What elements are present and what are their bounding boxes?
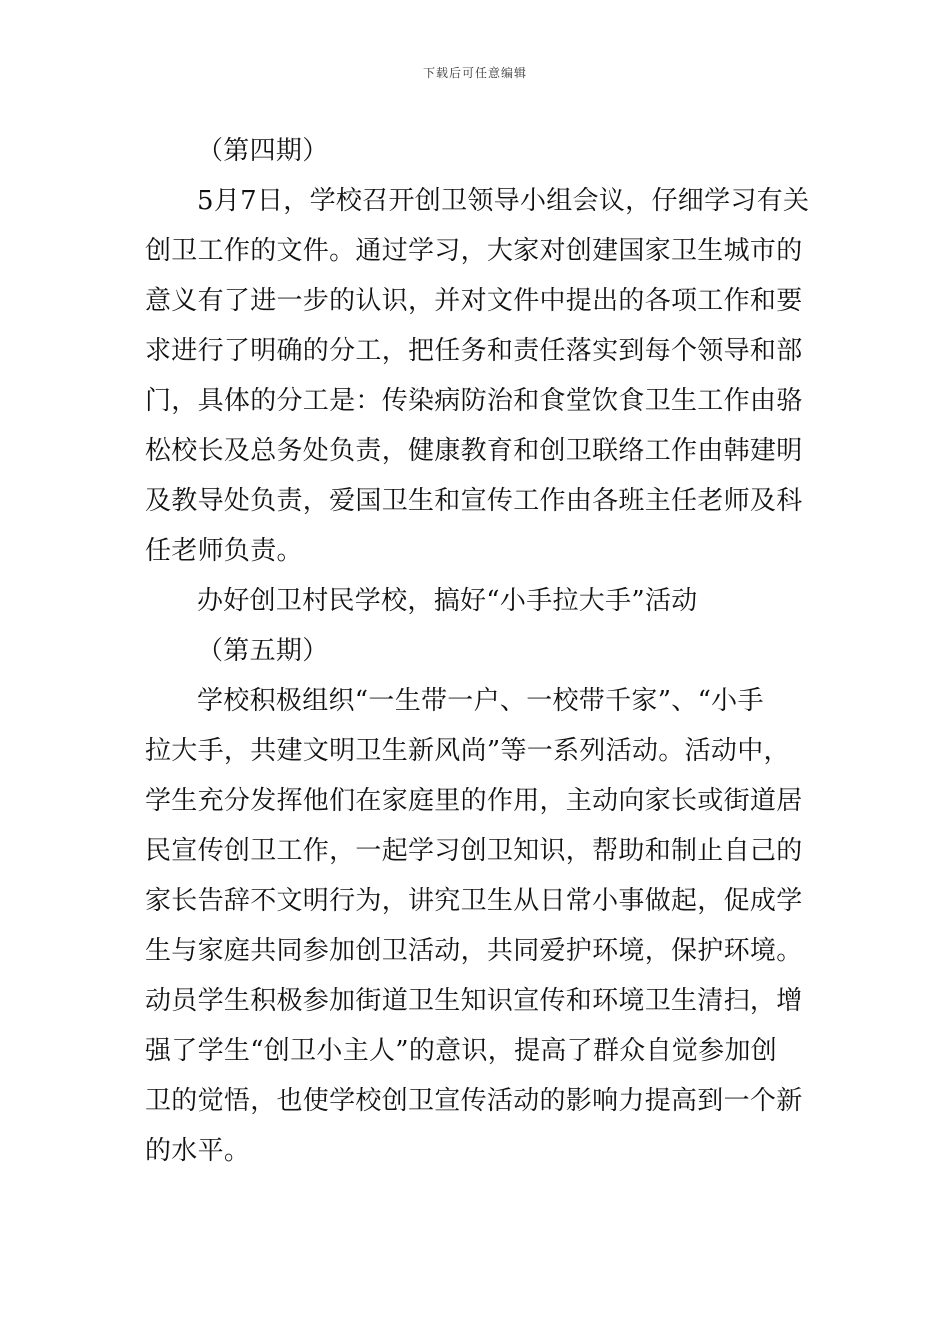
- period-heading-4: （第四期）: [197, 136, 329, 166]
- paragraph-line: 求进行了明确的分工，把任务和责任落实到每个领导和部: [145, 336, 803, 366]
- page-header: 下载后可任意编辑: [422, 66, 527, 80]
- paragraph-line: 强了学生“创卫小主人”的意识，提高了群众自觉参加创: [145, 1036, 778, 1066]
- paragraph-line: 民宣传创卫工作，一起学习创卫知识，帮助和制止自己的: [145, 836, 803, 866]
- paragraph-line: 学生充分发挥他们在家庭里的作用，主动向家长或街道居: [145, 786, 803, 816]
- paragraph-line: 学校积极组织“一生带一户、一校带千家”、“小手: [197, 686, 764, 716]
- paragraph-line: 5月7日，学校召开创卫领导小组会议，仔细学习有关: [197, 186, 809, 216]
- paragraph-line: 任老师负责。: [145, 536, 303, 566]
- period-heading-5: （第五期）: [197, 636, 329, 666]
- paragraph-line: 卫的觉悟，也使学校创卫宣传活动的影响力提高到一个新: [145, 1086, 803, 1116]
- paragraph-line: 及教导处负责，爱国卫生和宣传工作由各班主任老师及科: [145, 486, 803, 516]
- paragraph-line: 意义有了进一步的认识，并对文件中提出的各项工作和要: [145, 286, 803, 316]
- paragraph-line: 的水平。: [145, 1136, 251, 1166]
- paragraph-line: 家长告辞不文明行为，讲究卫生从日常小事做起，促成学: [145, 886, 803, 916]
- paragraph-line: 创卫工作的文件。通过学习，大家对创建国家卫生城市的: [145, 236, 803, 266]
- paragraph-line: 拉大手，共建文明卫生新风尚”等一系列活动。活动中，: [145, 736, 790, 766]
- section-title: 办好创卫村民学校，搞好“小手拉大手”活动: [197, 586, 698, 616]
- paragraph-line: 松校长及总务处负责，健康教育和创卫联络工作由韩建明: [145, 436, 803, 466]
- document-body: [145, 126, 809, 1176]
- paragraph-line: 动员学生积极参加街道卫生知识宣传和环境卫生清扫，增: [145, 986, 803, 1016]
- paragraph-line: 生与家庭共同参加创卫活动，共同爱护环境，保护环境。: [145, 936, 803, 966]
- paragraph-line: 门，具体的分工是：传染病防治和食堂饮食卫生工作由骆: [145, 386, 803, 416]
